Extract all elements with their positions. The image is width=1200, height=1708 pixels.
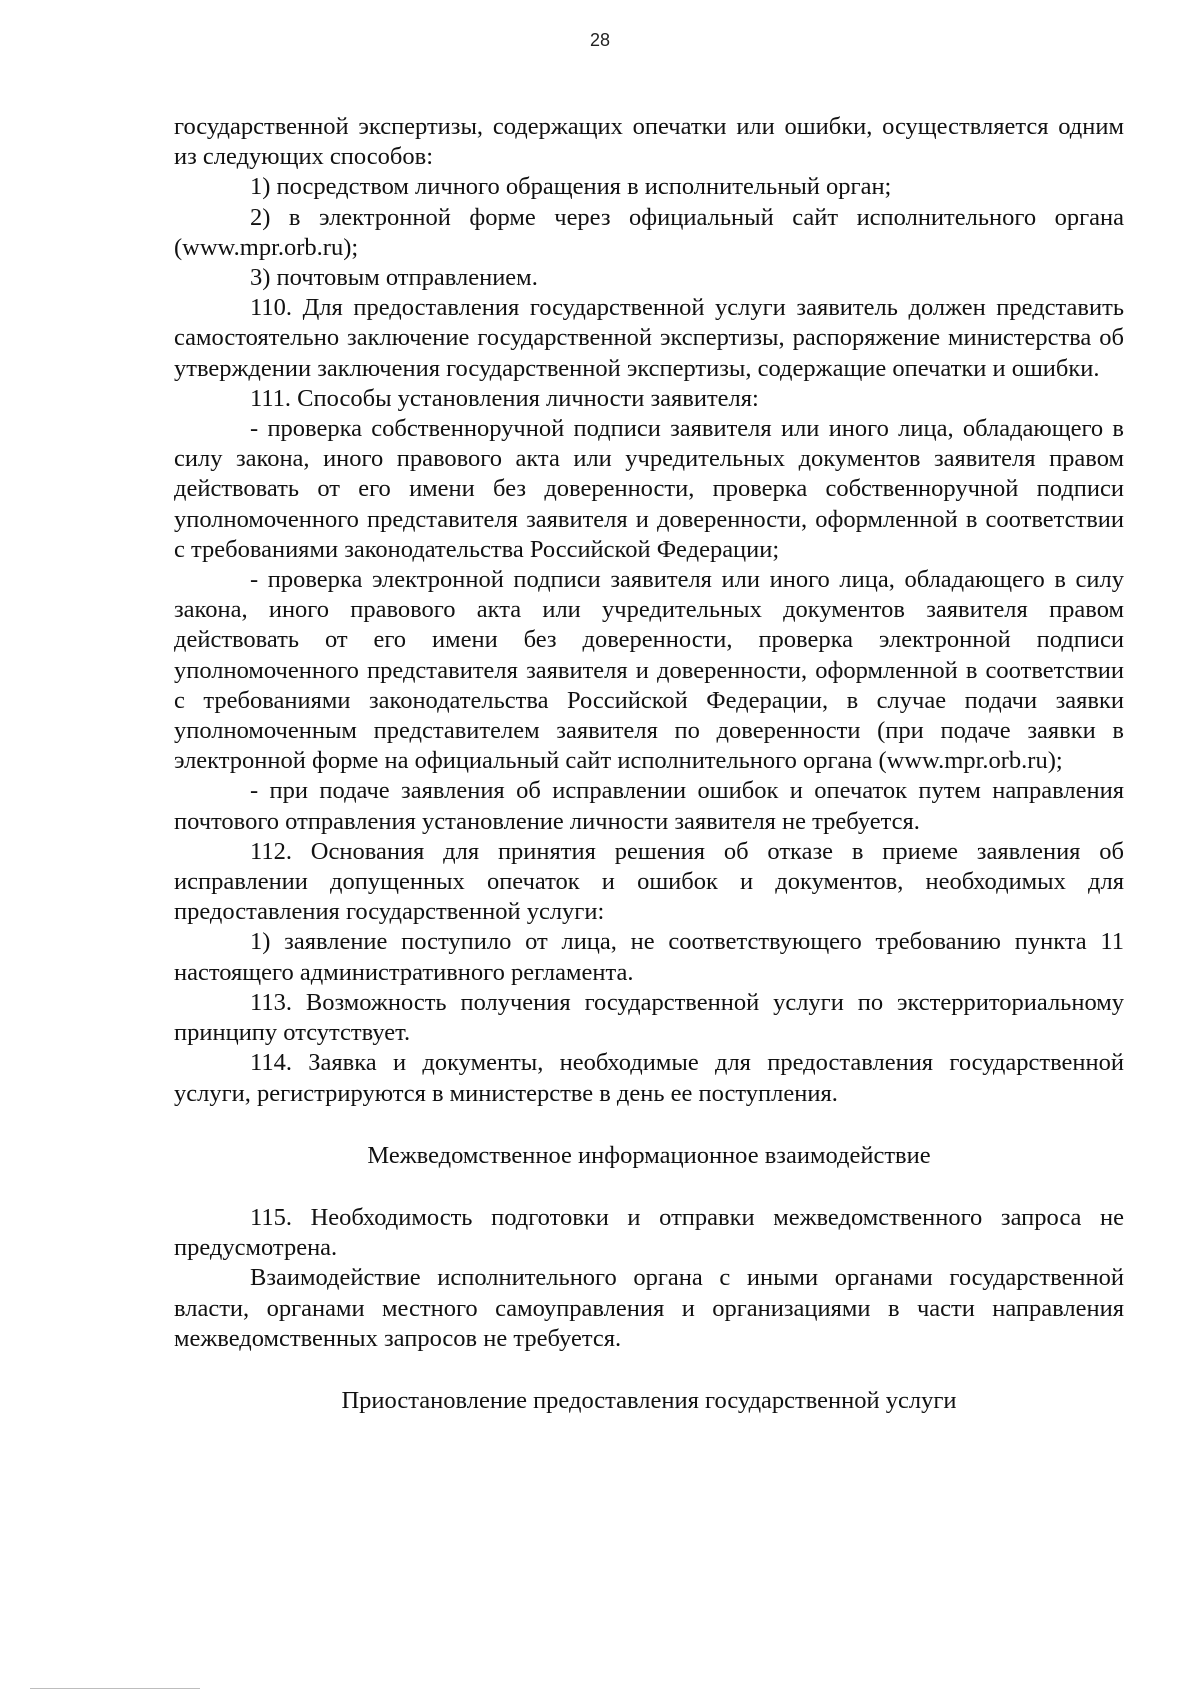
scan-edge-line [30, 1688, 200, 1689]
list-item: - при подаче заявления об исправлении ошибок и опечаток путем направления почтового отправления установление личности заявителя не требуется. [174, 777, 1124, 835]
list-item: - проверка электронной подписи заявителя или иного лица, обладающего в силу закона, иного правового акта или учредительных документов заявителя правом действовать от его имени без доверенности, проверка электронной подписи уполномоченного представителя заявителя и доверенности, оформленной в соответствии с требованиями законодательства Российской Федерации, в случае подачи заявки уполномоченным представителем заявителя по доверенности (при подаче заявки в электронной форме на официальный сайт исполнительного органа (www.mpr.orb.ru); [174, 566, 1124, 775]
paragraph: государственной экспертизы, содержащих опечатки или ошибки, осуществляется одним из следующих способов: [174, 113, 1124, 171]
paragraph-112: 112. Основания для принятия решения об отказе в приеме заявления об исправлении допущенных опечаток и ошибок и документов, необходимых для предоставления государственной услуги: [174, 837, 1124, 926]
list-item: 1) заявление поступило от лица, не соответствующего требованию пункта 11 настоящего административного регламента. [174, 928, 1124, 986]
paragraph-110: 110. Для предоставления государственной услуги заявитель должен представить самостоятельно заключение государственной экспертизы, распоряжение министерства об утверждении заключения государственной экспертизы, содержащие опечатки и ошибки. [174, 294, 1124, 382]
paragraph-113: 113. Возможность получения государственной услуги по экстерриториальному принципу отсутствует. [174, 988, 1124, 1047]
list-item: 1) посредством личного обращения в исполнительный орган; [250, 173, 892, 201]
list-item: - проверка собственноручной подписи заявителя или иного лица, обладающего в силу закона, иного правового акта или учредительных документов заявителя правом действовать от его имени без доверенности, проверка собственноручной подписи уполномоченного представителя заявителя и доверенности, оформленной в соответствии с требованиями законодательства Российской Федерации; [174, 415, 1124, 563]
paragraph-111: 111. Способы установления личности заявителя: [250, 384, 759, 412]
page-number: 28 [589, 30, 611, 50]
list-item: 3) почтовым отправлением. [250, 264, 538, 292]
section-heading: Приостановление предоставления государственной услуги [341, 1386, 957, 1414]
paragraph-114: 114. Заявка и документы, необходимые для предоставления государственной услуги, регистрируются в министерстве в день ее поступления. [174, 1049, 1124, 1107]
document-body [174, 112, 1124, 1416]
section-heading: Межведомственное информационное взаимодействие [367, 1141, 931, 1169]
paragraph-115: 115. Необходимость подготовки и отправки межведомственного запроса не предусмотрена. [174, 1203, 1124, 1262]
paragraph: Взаимодействие исполнительного органа с иными органами государственной власти, органами местного самоуправления и организациями в части направления межведомственных запросов не требуется. [174, 1264, 1124, 1352]
list-item: 2) в электронной форме через официальный сайт исполнительного органа (www.mpr.orb.ru); [174, 203, 1124, 261]
